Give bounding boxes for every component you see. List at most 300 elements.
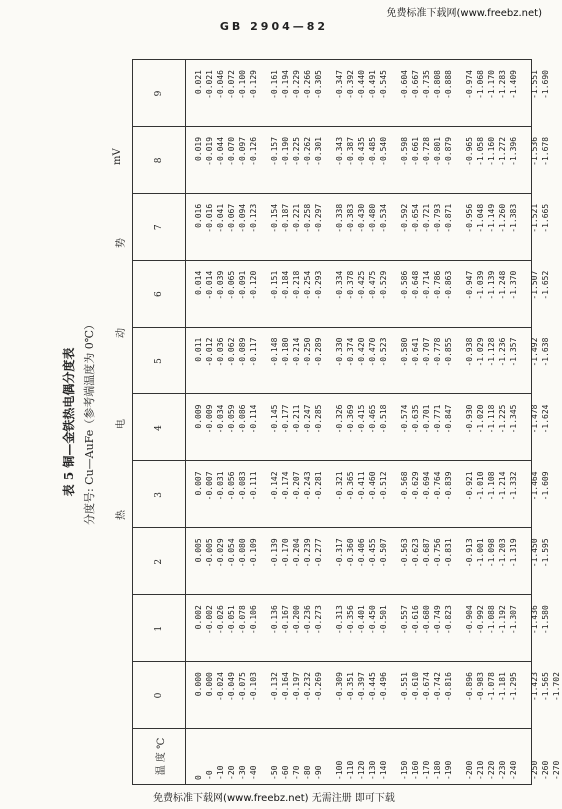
temperature-cell: -200 xyxy=(465,760,474,780)
table-row xyxy=(410,60,421,784)
value-cell: -0.529 xyxy=(379,270,388,300)
value-cell: -0.218 xyxy=(292,270,301,300)
value-cell: -0.896 xyxy=(465,672,474,702)
column-divider xyxy=(133,460,531,461)
value-cell: -0.250 xyxy=(303,337,312,367)
thermocouple-table xyxy=(132,59,561,785)
value-cell: -0.293 xyxy=(314,270,323,300)
value-cell: -0.965 xyxy=(465,136,474,166)
value-cell: -0.266 xyxy=(303,70,312,99)
value-cell: -0.707 xyxy=(422,337,431,367)
value-cell: -0.091 xyxy=(238,270,247,300)
value-cell: -0.059 xyxy=(227,404,236,434)
value-cell: -0.289 xyxy=(314,337,323,367)
value-cell: 0.000 xyxy=(194,672,203,697)
value-cell: -0.254 xyxy=(303,270,312,300)
value-cell: -1.192 xyxy=(498,605,507,635)
value-cell: -0.126 xyxy=(249,136,258,166)
value-cell: -0.629 xyxy=(411,471,420,501)
column-header: 0 xyxy=(154,692,164,699)
value-cell: -0.051 xyxy=(227,605,236,635)
header-label-unit: mV xyxy=(112,148,123,165)
temperature-cell: -100 xyxy=(335,760,344,780)
value-cell xyxy=(551,204,562,261)
value-cell: 0.014 xyxy=(194,270,203,295)
value-cell: -1.248 xyxy=(498,270,507,300)
value-cell: -0.200 xyxy=(292,605,301,635)
value-cell: -1.478 xyxy=(530,404,539,434)
value-cell: -1.409 xyxy=(509,70,518,99)
value-cell: -0.103 xyxy=(249,672,258,702)
value-cell: -0.378 xyxy=(346,270,355,300)
value-cell: -0.913 xyxy=(465,538,474,568)
value-cell: -0.161 xyxy=(270,70,279,99)
value-cell: -0.236 xyxy=(303,605,312,635)
value-cell: -0.557 xyxy=(400,605,409,635)
value-cell: -0.465 xyxy=(368,404,377,434)
table-row xyxy=(529,60,540,784)
temperature-cell: -80 xyxy=(303,765,312,780)
header-label-1: 热 xyxy=(116,510,127,520)
value-cell: -1.665 xyxy=(541,203,550,233)
table-row xyxy=(551,60,562,784)
value-cell: -1.507 xyxy=(530,270,539,300)
value-cell: -1.098 xyxy=(487,538,496,568)
value-cell: -0.455 xyxy=(368,538,377,568)
value-cell: -1.370 xyxy=(509,270,518,300)
temperature-cell: -120 xyxy=(357,760,366,780)
value-cell: -0.974 xyxy=(465,70,474,99)
value-cell: -0.568 xyxy=(400,471,409,501)
temperature-cell: -260 xyxy=(541,760,550,780)
table-row xyxy=(475,60,486,784)
value-cell: -0.214 xyxy=(292,337,301,367)
rotated-page xyxy=(50,59,561,785)
value-cell: -1.319 xyxy=(509,538,518,568)
value-cell: -1.108 xyxy=(487,471,496,501)
temperature-cell: -60 xyxy=(281,765,290,780)
value-cell: -1.283 xyxy=(498,70,507,99)
temperature-cell: -50 xyxy=(270,765,279,780)
value-cell: -0.435 xyxy=(357,136,366,166)
value-cell: -0.415 xyxy=(357,404,366,434)
value-cell: -1.492 xyxy=(530,337,539,367)
value-cell: -0.598 xyxy=(400,136,409,166)
value-cell: -0.049 xyxy=(227,672,236,702)
value-cell: -0.351 xyxy=(346,672,355,702)
value-cell: -0.420 xyxy=(357,337,366,367)
temperature-column-header: 温 度 ℃ xyxy=(133,728,185,784)
value-cell: -0.406 xyxy=(357,538,366,568)
temperature-cell: -270 xyxy=(552,760,561,780)
value-cell: -0.016 xyxy=(205,203,214,233)
value-cell: -0.321 xyxy=(335,471,344,501)
value-cell: -0.180 xyxy=(281,337,290,367)
value-cell: -1.652 xyxy=(541,270,550,300)
value-cell: -0.574 xyxy=(400,404,409,434)
value-cell: -0.523 xyxy=(379,337,388,367)
column-header: 2 xyxy=(154,558,164,565)
value-cell: -0.425 xyxy=(357,270,366,300)
value-cell: -0.002 xyxy=(205,605,214,635)
value-cell: -0.026 xyxy=(216,605,225,635)
value-cell: -0.694 xyxy=(422,471,431,501)
value-cell: -0.297 xyxy=(314,203,323,233)
value-cell: -0.586 xyxy=(400,270,409,300)
value-cell: -1.118 xyxy=(487,404,496,434)
table-row xyxy=(302,60,313,784)
value-cell: -0.067 xyxy=(227,203,236,233)
value-cell: 0.011 xyxy=(194,337,203,362)
value-cell: -1.624 xyxy=(541,404,550,434)
table-row xyxy=(345,60,356,784)
temperature-cell: -250 xyxy=(530,760,539,780)
value-cell: -0.174 xyxy=(281,471,290,501)
value-cell: -0.262 xyxy=(303,136,312,166)
value-cell: -0.512 xyxy=(379,471,388,501)
value-cell: -0.661 xyxy=(411,136,420,166)
value-cell: -0.211 xyxy=(292,404,301,434)
value-cell: -0.078 xyxy=(238,605,247,635)
value-cell: 0.021 xyxy=(194,70,203,95)
column-divider xyxy=(133,327,531,328)
column-divider xyxy=(133,126,531,127)
column-header: 1 xyxy=(154,625,164,632)
column-header: 4 xyxy=(154,425,164,431)
value-cell: -0.326 xyxy=(335,404,344,434)
value-cell: -0.623 xyxy=(411,538,420,568)
value-cell: -0.239 xyxy=(303,538,312,568)
temperature-cell: -230 xyxy=(498,760,507,780)
value-cell: -1.690 xyxy=(541,70,550,99)
value-cell: -1.436 xyxy=(530,605,539,635)
value-cell: -0.992 xyxy=(476,605,485,635)
value-cell: -0.065 xyxy=(227,270,236,300)
value-cell: -0.089 xyxy=(238,337,247,367)
value-cell: -0.197 xyxy=(292,672,301,702)
value-cell: -0.187 xyxy=(281,203,290,233)
value-cell: -0.151 xyxy=(270,270,279,300)
value-cell: -0.221 xyxy=(292,203,301,233)
value-cell: -0.190 xyxy=(281,136,290,166)
value-cell: -1.058 xyxy=(476,136,485,166)
column-divider xyxy=(133,527,531,528)
value-cell: 0.000 xyxy=(205,672,214,697)
value-cell: -0.309 xyxy=(335,672,344,702)
value-cell xyxy=(551,137,562,194)
value-cell: -0.879 xyxy=(444,136,453,166)
value-cell: -0.714 xyxy=(422,270,431,300)
value-cell: -0.356 xyxy=(346,605,355,635)
value-cell: -0.563 xyxy=(400,538,409,568)
value-cell: -1.139 xyxy=(487,270,496,300)
column-divider xyxy=(133,594,531,595)
value-cell: -0.756 xyxy=(433,538,442,568)
table-row xyxy=(291,60,302,784)
value-cell: -1.423 xyxy=(530,672,539,702)
table-row xyxy=(464,60,475,784)
header-label-2: 电 xyxy=(116,419,127,429)
value-cell: -0.904 xyxy=(465,605,474,635)
table-row xyxy=(226,60,237,784)
temperature-cell: -140 xyxy=(379,760,388,780)
value-cell: -0.129 xyxy=(249,70,258,99)
value-cell: -0.430 xyxy=(357,203,366,233)
value-cell: -0.771 xyxy=(433,404,442,434)
value-cell: -0.036 xyxy=(216,337,225,367)
value-cell: -1.214 xyxy=(498,471,507,501)
value-cell: -0.839 xyxy=(444,471,453,501)
value-cell: -1.203 xyxy=(498,538,507,568)
value-cell: -0.749 xyxy=(433,605,442,635)
table-row xyxy=(508,60,519,784)
column-divider xyxy=(133,193,531,194)
value-cell: -0.475 xyxy=(368,270,377,300)
value-cell: 0.019 xyxy=(194,136,203,162)
value-cell: -1.678 xyxy=(541,136,550,166)
temperature-cell: -30 xyxy=(238,765,247,780)
value-cell: -0.204 xyxy=(292,538,301,568)
value-cell: -0.501 xyxy=(379,605,388,635)
value-cell: -0.610 xyxy=(411,672,420,702)
value-cell: 0.009 xyxy=(194,404,203,429)
table-row xyxy=(367,60,378,784)
value-cell: -0.145 xyxy=(270,404,279,434)
temperature-cell: -0 xyxy=(205,770,214,780)
value-cell: -0.273 xyxy=(314,605,323,635)
value-cell: -1.160 xyxy=(487,136,496,166)
value-cell: -0.687 xyxy=(422,538,431,568)
value-cell: -0.383 xyxy=(346,203,355,233)
table-row xyxy=(356,60,367,784)
value-cell: 0.005 xyxy=(194,538,203,563)
value-cell: -1.536 xyxy=(530,136,539,166)
value-cell: -0.007 xyxy=(205,471,214,501)
value-cell: -0.313 xyxy=(335,605,344,635)
value-cell: -0.277 xyxy=(314,538,323,568)
value-cell: -0.114 xyxy=(249,404,258,434)
column-header: 5 xyxy=(154,358,164,364)
value-cell: -0.764 xyxy=(433,471,442,501)
value-cell: -0.012 xyxy=(205,337,214,367)
column-divider xyxy=(133,394,531,395)
value-cell: -1.332 xyxy=(509,471,518,501)
value-cell: -0.392 xyxy=(346,70,355,99)
value-cell: -0.592 xyxy=(400,203,409,233)
value-cell: -0.139 xyxy=(270,538,279,568)
temperature-cell: -170 xyxy=(422,760,431,780)
table-row xyxy=(280,60,291,784)
table-title: 表 5 铜—金铁热电偶分度表 xyxy=(62,347,76,497)
temperature-cell: -160 xyxy=(411,760,420,780)
value-cell: -0.019 xyxy=(205,136,214,166)
value-cell: -0.551 xyxy=(400,672,409,702)
temperature-cell: -220 xyxy=(487,760,496,780)
value-cell: -0.360 xyxy=(346,538,355,568)
table-row xyxy=(399,60,410,784)
value-cell: -0.184 xyxy=(281,270,290,300)
value-cell: -0.123 xyxy=(249,203,258,233)
temperature-cell: -240 xyxy=(509,760,518,780)
value-cell: -0.445 xyxy=(368,672,377,702)
value-cell: -0.305 xyxy=(314,70,323,99)
value-cell: -0.041 xyxy=(216,203,225,233)
value-cell: -1.149 xyxy=(487,203,496,233)
value-cell: -0.369 xyxy=(346,404,355,434)
value-cell xyxy=(551,271,562,328)
value-cell: -0.545 xyxy=(379,70,388,99)
value-cell: -0.847 xyxy=(444,404,453,434)
value-cell: -0.604 xyxy=(400,70,409,99)
value-cell: -0.540 xyxy=(379,136,388,166)
temperature-cell: -180 xyxy=(433,760,442,780)
table-row xyxy=(421,60,432,784)
value-cell: -0.132 xyxy=(270,672,279,702)
value-cell: -1.702 xyxy=(552,672,561,702)
value-cell: -1.039 xyxy=(476,270,485,300)
value-cell: -1.068 xyxy=(476,70,485,99)
value-cell: -1.272 xyxy=(498,136,507,166)
value-cell: -0.229 xyxy=(292,70,301,99)
value-cell: -1.580 xyxy=(541,605,550,635)
value-cell: -0.816 xyxy=(444,672,453,702)
table-row xyxy=(269,60,280,784)
table-row xyxy=(432,60,443,784)
value-cell: -0.281 xyxy=(314,471,323,501)
value-cell: -0.014 xyxy=(205,270,214,300)
value-cell: -0.157 xyxy=(270,136,279,166)
table-row xyxy=(443,60,454,784)
value-cell: -1.295 xyxy=(509,672,518,702)
value-cell: -0.194 xyxy=(281,70,290,99)
value-cell: -0.440 xyxy=(357,70,366,99)
value-cell: -0.243 xyxy=(303,471,312,501)
table-row xyxy=(215,60,226,784)
value-cell: -0.343 xyxy=(335,136,344,166)
value-cell: -1.181 xyxy=(498,672,507,702)
temperature-cell: -20 xyxy=(227,765,236,780)
value-cell: -0.170 xyxy=(281,538,290,568)
value-cell: -0.801 xyxy=(433,136,442,166)
watermark-bottom: 免费标准下载网(www.freebz.net) 无需注册 即可下载 xyxy=(153,793,395,804)
value-cell: -0.021 xyxy=(205,70,214,99)
value-cell: -0.247 xyxy=(303,404,312,434)
value-cell: -0.742 xyxy=(433,672,442,702)
value-cell: 0.002 xyxy=(194,605,203,630)
table-row xyxy=(237,60,248,784)
value-cell: -0.674 xyxy=(422,672,431,702)
value-cell: -0.641 xyxy=(411,337,420,367)
value-cell: -0.450 xyxy=(368,605,377,635)
table-row xyxy=(497,60,508,784)
temperature-cell: -190 xyxy=(444,760,453,780)
column-header: 7 xyxy=(154,224,164,231)
value-cell: -0.938 xyxy=(465,337,474,367)
value-cell: -1.029 xyxy=(476,337,485,367)
value-cell: -0.401 xyxy=(357,605,366,635)
column-header: 3 xyxy=(154,492,164,498)
temperature-cell: -210 xyxy=(476,760,485,780)
value-cell: -0.808 xyxy=(433,70,442,99)
value-cell: -0.094 xyxy=(238,203,247,233)
table-row xyxy=(313,60,324,784)
value-cell: -0.269 xyxy=(314,672,323,702)
value-cell: -0.100 xyxy=(238,70,247,99)
value-cell: -0.031 xyxy=(216,471,225,501)
temperature-cell: -70 xyxy=(292,765,301,780)
value-cell: -0.635 xyxy=(411,404,420,434)
value-cell xyxy=(551,605,562,662)
value-cell: -0.534 xyxy=(379,203,388,233)
value-cell: -0.207 xyxy=(292,471,301,501)
value-cell: -0.667 xyxy=(411,70,420,99)
value-cell: -1.225 xyxy=(498,404,507,434)
value-cell: 0.016 xyxy=(194,203,203,228)
value-cell: -1.010 xyxy=(476,471,485,501)
value-cell: -0.334 xyxy=(335,270,344,300)
value-cell: -0.721 xyxy=(422,203,431,233)
table-row xyxy=(378,60,389,784)
value-cell: -0.507 xyxy=(379,538,388,568)
value-cell: -0.983 xyxy=(476,672,485,702)
value-cell: -0.831 xyxy=(444,538,453,568)
value-cell: -1.048 xyxy=(476,203,485,233)
value-cell: -0.086 xyxy=(238,404,247,434)
table-row xyxy=(204,60,215,784)
value-cell: -0.347 xyxy=(335,70,344,99)
temperature-cell: -90 xyxy=(314,765,323,780)
value-cell: -0.005 xyxy=(205,538,214,568)
value-cell: -0.654 xyxy=(411,203,420,233)
value-cell: -0.491 xyxy=(368,70,377,99)
value-cell: -0.496 xyxy=(379,672,388,702)
table-row xyxy=(193,60,204,784)
table-row xyxy=(248,60,259,784)
value-cell: -0.871 xyxy=(444,203,453,233)
value-cell xyxy=(551,338,562,395)
header-label-4: 势 xyxy=(116,238,127,248)
value-cell: -0.039 xyxy=(216,270,225,300)
value-cell: -0.148 xyxy=(270,337,279,367)
temperature-cell: -10 xyxy=(216,765,225,780)
value-cell: -0.070 xyxy=(227,136,236,166)
table-subtitle: 分度号: Cu—AuFe（参考端温度为 0℃） xyxy=(83,318,96,526)
value-cell: -0.120 xyxy=(249,270,258,300)
value-cell: -0.616 xyxy=(411,605,420,635)
value-cell: -0.735 xyxy=(422,70,431,99)
value-cell: -1.128 xyxy=(487,337,496,367)
value-cell: -0.072 xyxy=(227,70,236,99)
value-cell: -0.460 xyxy=(368,471,377,501)
value-cell: -0.930 xyxy=(465,404,474,434)
value-cell: -0.258 xyxy=(303,203,312,233)
value-cell: -0.365 xyxy=(346,471,355,501)
column-header: 9 xyxy=(154,90,164,97)
header-label-3: 动 xyxy=(116,328,127,338)
temperature-cell: -130 xyxy=(368,760,377,780)
value-cell: -0.888 xyxy=(444,70,453,99)
column-divider xyxy=(133,728,531,729)
temperature-cell: -150 xyxy=(400,760,409,780)
value-cell: -0.317 xyxy=(335,538,344,568)
value-cell: -1.396 xyxy=(509,136,518,166)
value-cell: -0.029 xyxy=(216,538,225,568)
table-row xyxy=(540,60,551,784)
value-cell: -0.136 xyxy=(270,605,279,635)
value-cell: -0.044 xyxy=(216,136,225,166)
value-cell: -0.054 xyxy=(227,538,236,568)
value-cell: -1.078 xyxy=(487,672,496,702)
